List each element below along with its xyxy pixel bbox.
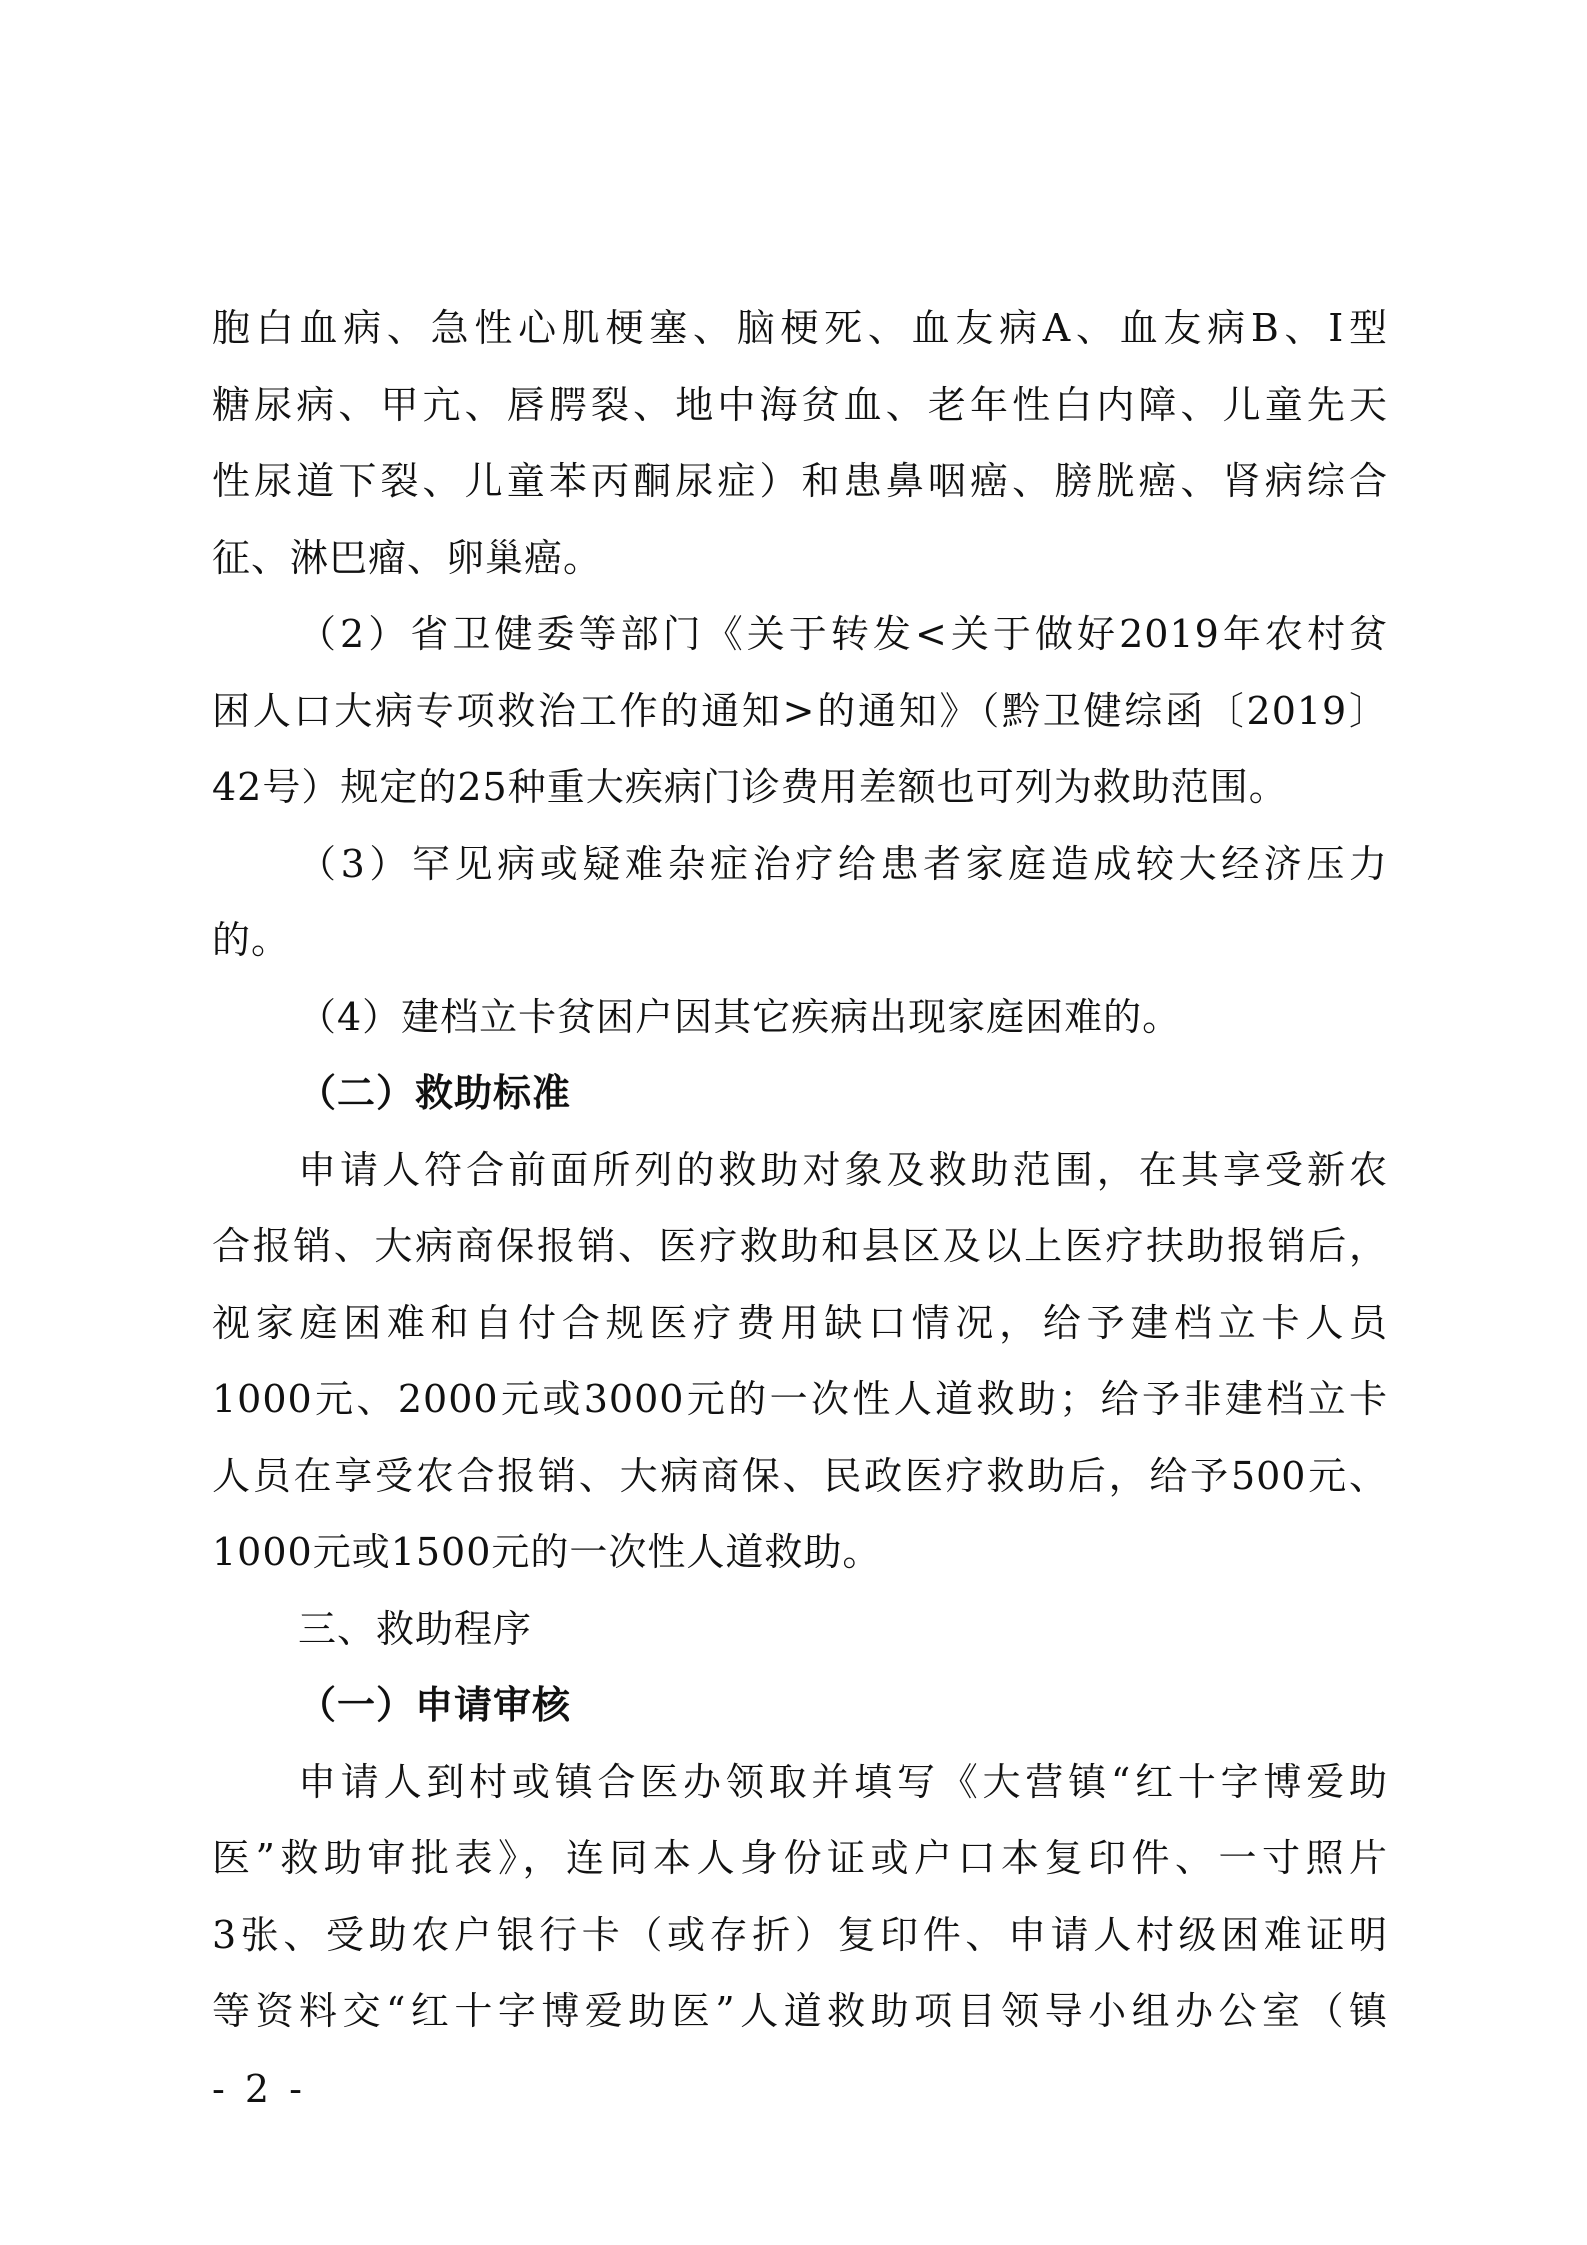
text-line: 等资料交“红十字博爱助医”人道救助项目领导小组办公室（镇 [212,1989,1388,2033]
paragraph-item-4 [212,979,1388,1056]
text-line: 1000元或1500元的一次性人道救助。 [212,1530,882,1574]
text-line: 合报销、大病商保报销、医疗救助和县区及以上医疗扶助报销后， [212,1224,1388,1268]
text-line: 糖尿病、甲亢、唇腭裂、地中海贫血、老年性白内障、儿童先天 [212,382,1388,427]
text-line: 性尿道下裂、儿童苯丙酮尿症）和患鼻咽癌、膀胱癌、肾病综合 [212,459,1388,503]
section-heading-standard: （二）救助标准 [298,1071,572,1115]
page-number: - 2 - [212,2067,307,2111]
text-line: 视家庭困难和自付合规医疗费用缺口情况，给予建档立卡人员 [212,1300,1388,1345]
text-line: 困人口大病专项救治工作的通知>的通知》（黔卫健综函〔2019〕 [212,688,1388,733]
paragraph-item-2 [212,596,1388,826]
paragraph-disease-list [212,290,1388,596]
text-line: （2）省卫健委等部门《关于转发<关于做好2019年农村贫 [298,612,1388,656]
text-line: 申请人符合前面所列的救助对象及救助范围，在其享受新农 [298,1147,1388,1192]
text-line: 1000元、2000元或3000元的一次性人道救助；给予非建档立卡 [212,1377,1388,1421]
paragraph-application [212,1744,1388,2050]
section-heading-procedure: 三、救助程序 [298,1606,533,1651]
text-line: 42号）规定的25种重大疾病门诊费用差额也可列为救助范围。 [212,765,1288,809]
text-line: （4）建档立卡贫困户因其它疾病出现家庭困难的。 [298,994,1182,1039]
text-line: 人员在享受农合报销、大病商保、民政医疗救助后，给予500元、 [212,1453,1388,1498]
text-line: 申请人到村或镇合医办领取并填写《大营镇“红十字博爱助 [298,1759,1388,1804]
text-line: 医”救助审批表》，连同本人身份证或户口本复印件、一寸照片 [212,1836,1388,1880]
paragraph-standard [212,1132,1388,1591]
text-line: 3张、受助农户银行卡（或存折）复印件、申请人村级困难证明 [212,1912,1388,1957]
text-line: 胞白血病、急性心肌梗塞、脑梗死、血友病A、血友病B、I型 [212,306,1388,350]
document-body [212,290,1388,2050]
paragraph-item-3 [212,826,1388,979]
text-line: 征、淋巴瘤、卵巢癌。 [212,535,603,580]
text-line: 的。 [212,918,291,962]
section-heading-application: （一）申请审核 [298,1683,572,1727]
text-line: （3）罕见病或疑难杂症治疗给患者家庭造成较大经济压力 [298,841,1388,886]
